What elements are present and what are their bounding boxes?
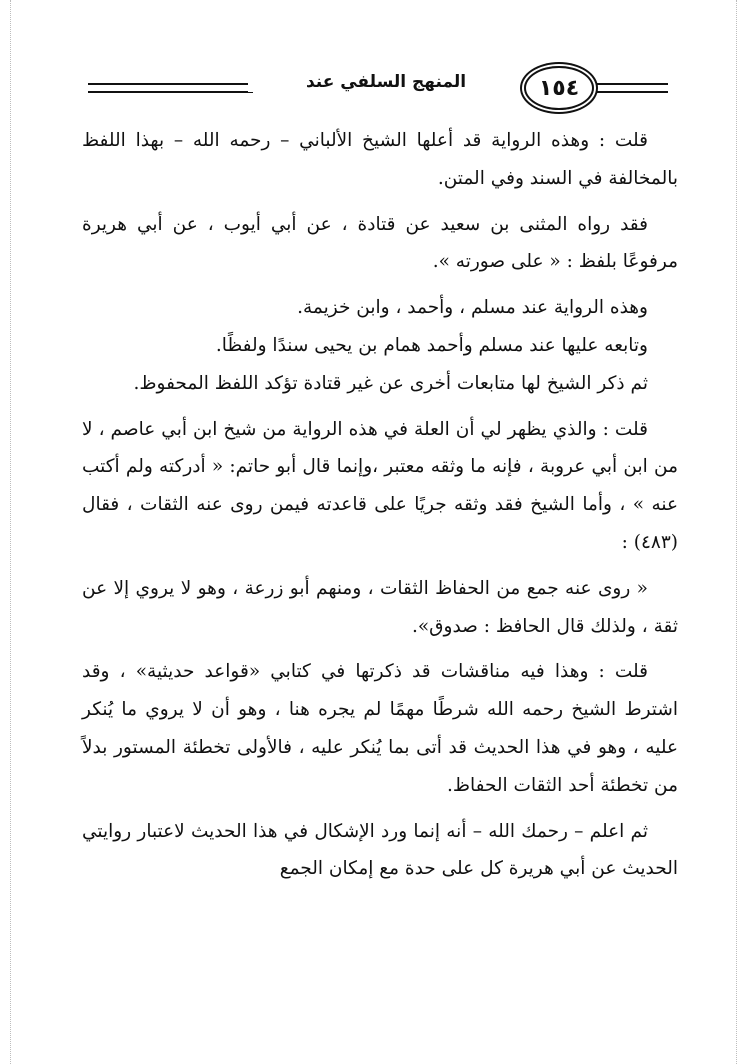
paragraph: ثم ذكر الشيخ لها متابعات أخرى عن غير قتادة تؤكد اللفظ المحفوظ. [133, 372, 648, 394]
paragraph: فقد رواه المثنى بن سعيد عن قتادة ، عن أبي أيوب ، عن أبي هريرة مرفوعًا بلفظ : « على صورته ». [82, 213, 678, 273]
page-body [82, 122, 678, 888]
header-rule-right [594, 83, 668, 93]
paragraph: قلت : والذي يظهر لي أن العلة في هذه الرواية من شيخ ابن أبي عاصم ، لا من ابن أبي عروبة ، فإنه ما وثقه معتبر ،وإنما قال أبو حاتم: « أدركته ولم أكتب عنه » ، وأما الشيخ فقد وثقه جريًا على قاعدته فيمن روى عنه الثقات ، فقال (٤٨٣) : [82, 418, 678, 553]
page-number: ١٥٤ [524, 66, 594, 110]
paragraph: وتابعه عليها عند مسلم وأحمد همام بن يحيى سندًا ولفظًا. [215, 334, 648, 356]
paragraph: وهذه الرواية عند مسلم ، وأحمد ، وابن خزيمة. [297, 297, 648, 319]
scan-edge-right [736, 0, 737, 1064]
scan-edge-left [10, 0, 11, 1064]
header-rule-left [88, 83, 253, 93]
paragraph: قلت : وهذا فيه مناقشات قد ذكرتها في كتابي «قواعد حديثية» ، وقد اشترط الشيخ رحمه الله شرطًا مهمًا لم يجره هنا ، وهو أن لا يروي ما يُنكر عليه ، وهو في هذا الحديث قد أتى بما يُنكر عليه ، فالأولى تخطئة المستور بدلاً من تخطئة أحد الثقات الحفاظ. [82, 661, 678, 796]
page-header [88, 66, 668, 110]
paragraph: « روى عنه جمع من الحفاظ الثقات ، ومنهم أبو زرعة ، وهو لا يروي إلا عن ثقة ، ولذلك قال الحافظ : صدوق». [82, 577, 678, 637]
paragraph: قلت : وهذه الرواية قد أعلها الشيخ الألباني – رحمه الله – بهذا اللفظ بالمخالفة في السند وفي المتن. [82, 130, 678, 189]
running-title: المنهج السلفي عند [248, 72, 524, 92]
paragraph: ثم اعلم – رحمك الله – أنه إنما ورد الإشكال في هذا الحديث لاعتبار روايتي الحديث عن أبي هريرة كل على حدة مع إمكان الجمع [82, 820, 678, 880]
